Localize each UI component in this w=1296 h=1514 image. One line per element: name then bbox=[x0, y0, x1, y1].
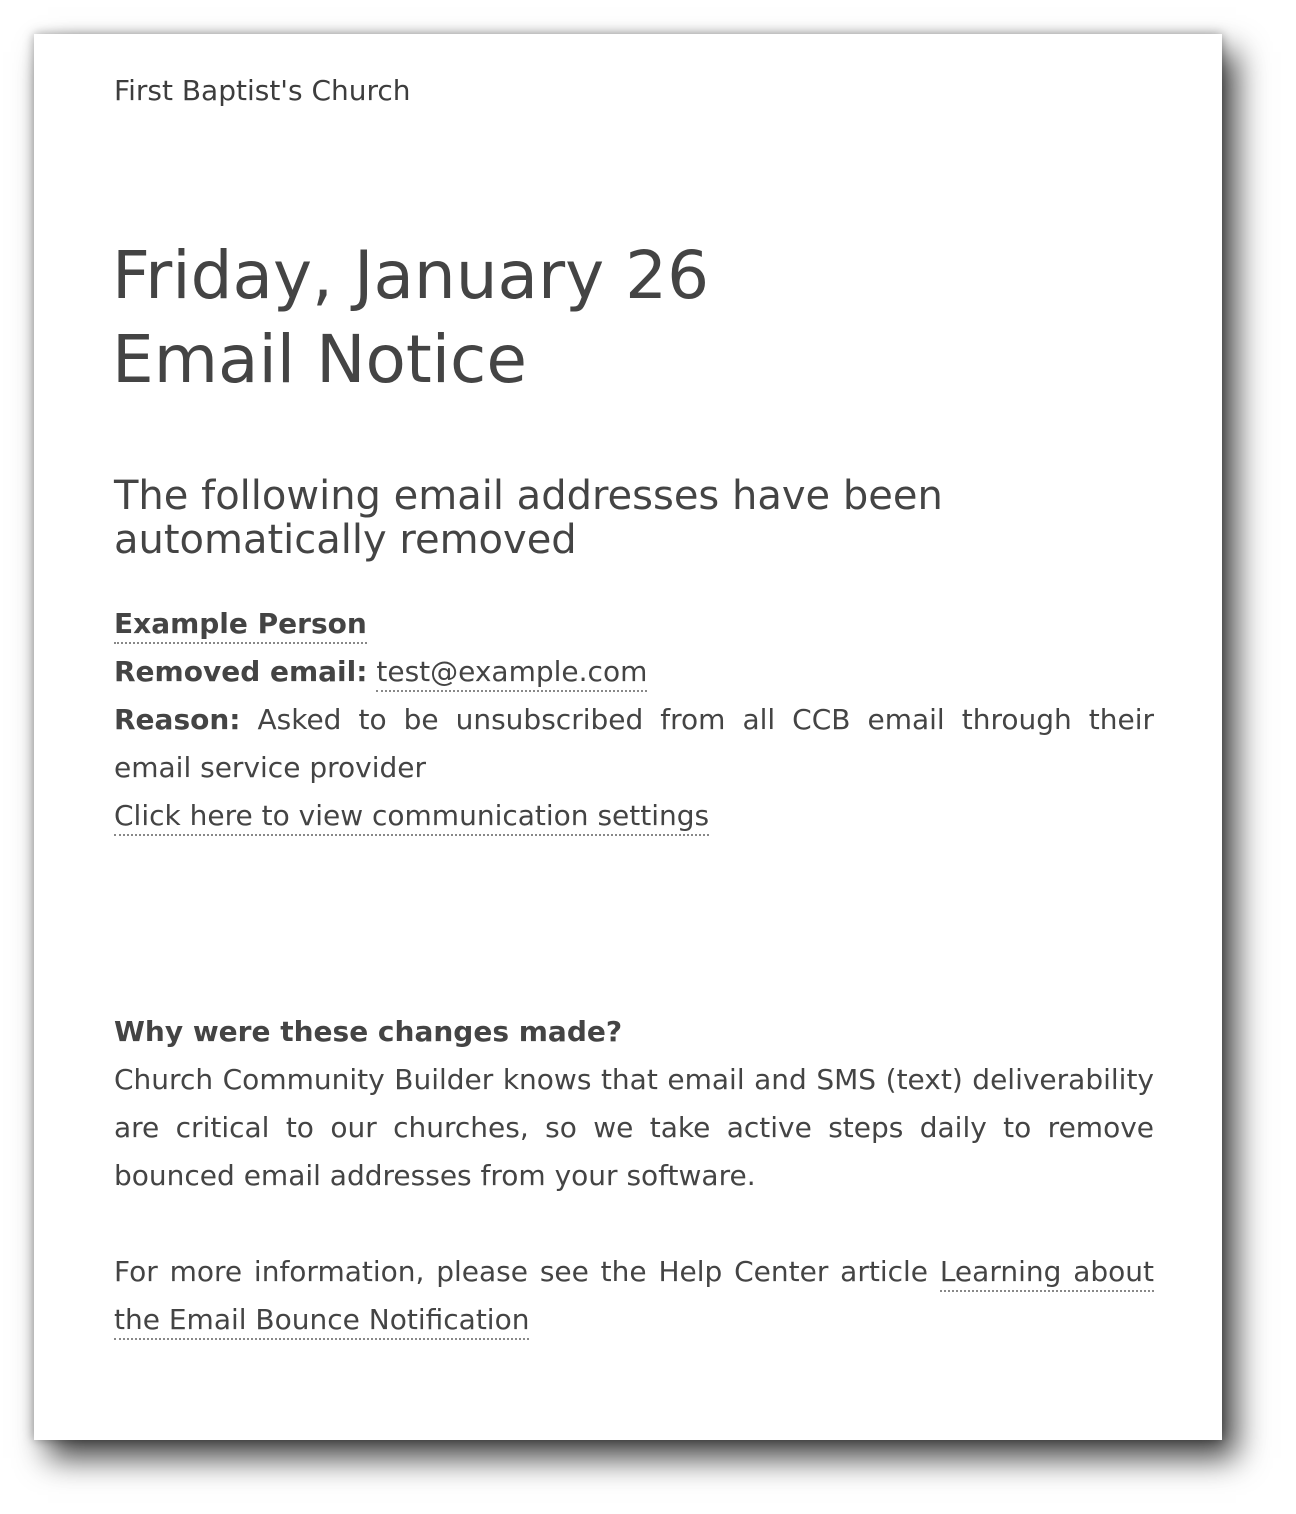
person-name-link[interactable]: Example Person bbox=[114, 607, 367, 644]
removed-addresses-heading: The following email addresses have been automatically removed bbox=[114, 473, 943, 563]
more-info-text: For more information, please see the Help Center article bbox=[114, 1255, 928, 1288]
church-name: First Baptist's Church bbox=[114, 74, 411, 107]
removed-email-label: Removed email: bbox=[114, 655, 368, 688]
notice-date: Friday, January 26 bbox=[112, 237, 710, 314]
communication-settings-link[interactable]: Click here to view communication settings bbox=[114, 799, 709, 836]
help-center-article-link[interactable]: Learning about the Email Bounce Notification bbox=[114, 1255, 1154, 1340]
more-info-paragraph bbox=[114, 1248, 1154, 1344]
notice-title: Email Notice bbox=[112, 321, 527, 398]
page-title bbox=[112, 234, 709, 402]
reason-text: Asked to be unsubscribed from all CCB email through their email service provider bbox=[114, 703, 1154, 784]
explanation-body: Church Community Builder knows that email and SMS (text) deliverability are critical to our churches, so we take active steps daily to remove bounced email addresses from your software. bbox=[114, 1063, 1154, 1192]
removed-email-record bbox=[114, 600, 1154, 840]
reason-label: Reason: bbox=[114, 703, 241, 736]
explanation-title: Why were these changes made? bbox=[114, 1015, 623, 1048]
explanation-section bbox=[114, 1008, 1154, 1200]
removed-email-link[interactable]: test@example.com bbox=[376, 655, 647, 692]
email-notice-card bbox=[34, 34, 1222, 1440]
